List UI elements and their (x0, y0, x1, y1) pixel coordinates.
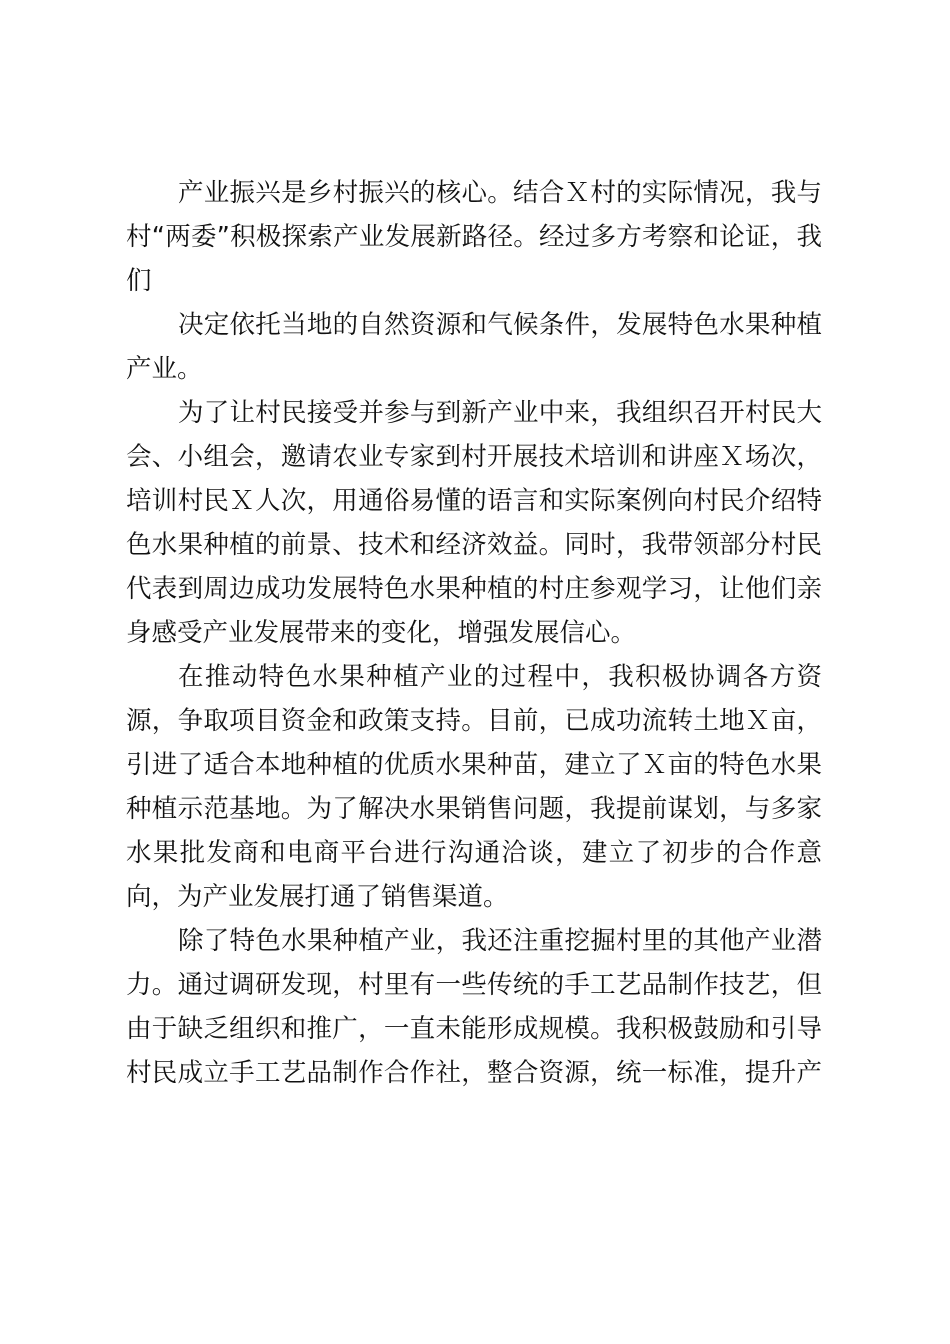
paragraph-4-line-1: 在推动特色水果种植产业的过程中，我积极协调各方资 (178, 662, 822, 692)
paragraph-3-line-1: 为了让村民接受并参与到新产业中来，我组织召开村民大 (178, 398, 822, 428)
paragraph-5-line-3: 由于缺乏组织和推广，一直未能形成规模。我积极鼓励和引导 (126, 1014, 822, 1044)
paragraph-5-line-2: 力。通过调研发现，村里有一些传统的手工艺品制作技艺，但 (126, 970, 822, 1000)
body-text (126, 171, 822, 1095)
paragraph-4-line-3: 引进了适合本地种植的优质水果种苗，建立了Ｘ亩的特色水果 (126, 750, 822, 780)
paragraph-3-line-6: 身感受产业发展带来的变化，增强发展信心。 (126, 618, 637, 648)
paragraph-3-line-4: 色水果种植的前景、技术和经济效益。同时，我带领部分村民 (126, 530, 822, 560)
paragraph-2-line-1: 决定依托当地的自然资源和气候条件，发展特色水果种植 (178, 310, 822, 340)
paragraph-5-line-1: 除了特色水果种植产业，我还注重挖掘村里的其他产业潜 (178, 926, 822, 956)
paragraph-3-line-3: 培训村民Ｘ人次，用通俗易懂的语言和实际案例向村民介绍特 (126, 486, 822, 516)
paragraph-4-line-4: 种植示范基地。为了解决水果销售问题，我提前谋划，与多家 (126, 794, 822, 824)
paragraph-4-line-2: 源，争取项目资金和政策支持。目前，已成功流转土地Ｘ亩， (126, 706, 822, 736)
paragraph-5-line-4: 村民成立手工艺品制作合作社，整合资源，统一标准，提升产 (126, 1058, 822, 1088)
paragraph-3-line-5: 代表到周边成功发展特色水果种植的村庄参观学习，让他们亲 (126, 574, 822, 604)
paragraph-1-line-2: 村“两委”积极探索产业发展新路径。经过多方考察和论证，我 (126, 222, 822, 252)
paragraph-2-line-2: 产业。 (126, 354, 203, 384)
paragraph-3-line-2: 会、小组会，邀请农业专家到村开展技术培训和讲座Ｘ场次， (126, 442, 822, 472)
paragraph-1-line-1: 产业振兴是乡村振兴的核心。结合Ｘ村的实际情况，我与 (178, 178, 822, 208)
paragraph-1-line-3: 们 (126, 266, 152, 296)
paragraph-4-line-6: 向，为产业发展打通了销售渠道。 (126, 882, 509, 912)
paragraph-4-line-5: 水果批发商和电商平台进行沟通洽谈，建立了初步的合作意 (126, 838, 822, 868)
